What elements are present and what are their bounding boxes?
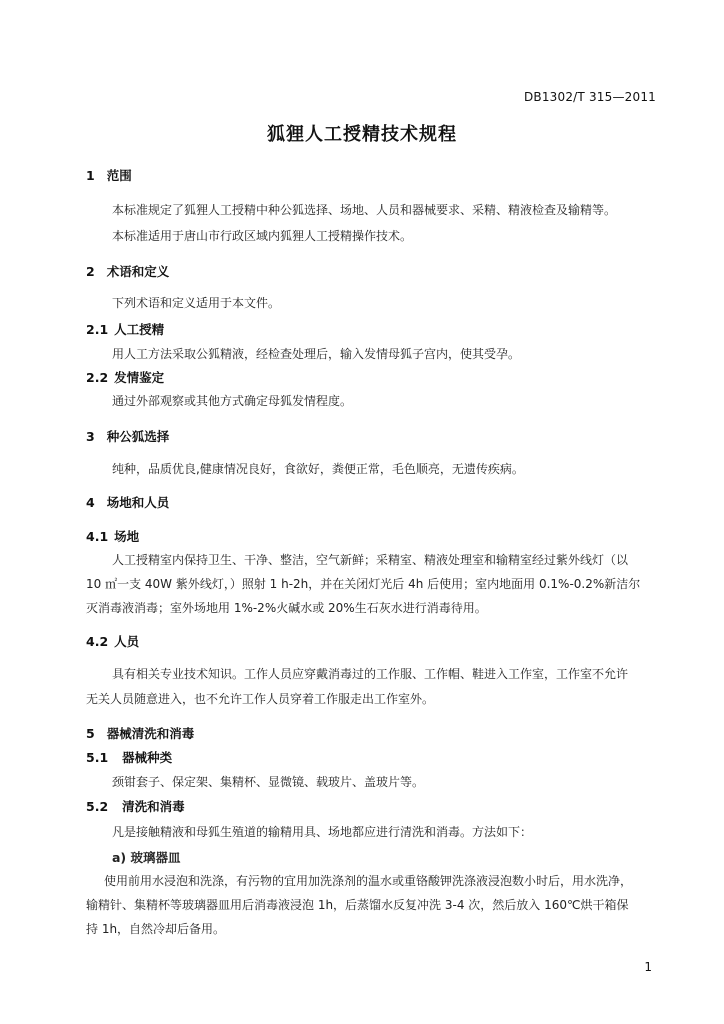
- page-number: 1: [644, 960, 652, 974]
- paragraph-line: 灭消毒液消毒；室外场地用 1%-2%火碱水或 20%生石灰水进行消毒待用。: [86, 601, 487, 615]
- paragraph: 用人工方法采取公狐精液，经检查处理后，输入发情母狐子宫内，使其受孕。: [112, 347, 521, 361]
- standard-code: DB1302/T 315—2011: [523, 90, 656, 104]
- section-number: 4.2: [86, 634, 109, 649]
- paragraph: 颈钳套子、保定架、集精杯、显微镜、载玻片、盖玻片等。: [112, 775, 425, 789]
- paragraph: 凡是接触精液和母狐生殖道的输精用具、场地都应进行清洗和消毒。方法如下：: [112, 825, 533, 839]
- section-number: 4.1: [86, 529, 109, 544]
- section-title: 种公狐选择: [106, 429, 170, 444]
- paragraph-line: 使用前用水浸泡和洗涤，有污物的宜用加洗涤剂的温水或重铬酸钾洗涤液浸泡数小时后，用水洗净，: [104, 874, 633, 888]
- paragraph-line: 人工授精室内保持卫生、干净、整洁，空气新鲜；采精室、精液处理室和输精室经过紫外线灯（以: [112, 553, 629, 567]
- section-title: 人工授精: [114, 322, 165, 337]
- list-item-label: a) 玻璃器皿: [112, 850, 181, 865]
- section-heading-1: [86, 166, 132, 184]
- section-number: 2.1: [86, 322, 109, 337]
- section-title: 器械清洗和消毒: [106, 726, 195, 741]
- section-heading-2-2: [86, 368, 164, 386]
- section-heading-4: [86, 493, 169, 511]
- paragraph-line: 10 ㎡一支 40W 紫外线灯，）照射 1 h-2h，并在关闭灯光后 4h 后使用；室内地面用 0.1%-0.2%新洁尔: [86, 577, 641, 591]
- section-number: 3: [86, 429, 95, 444]
- section-number: 5.2: [86, 799, 109, 814]
- section-heading-2-1: [86, 320, 164, 338]
- page-title: 狐狸人工授精技术规程: [267, 124, 457, 145]
- paragraph-line: 具有相关专业技术知识。工作人员应穿戴消毒过的工作服、工作帽、鞋进入工作室，工作室不允许: [112, 667, 629, 681]
- section-heading-4-1: [86, 527, 139, 545]
- section-number: 2.2: [86, 370, 109, 385]
- section-number: 1: [86, 168, 95, 183]
- section-title: 人员: [114, 634, 140, 649]
- paragraph: 通过外部观察或其他方式确定母狐发情程度。: [112, 394, 353, 408]
- section-heading-3: [86, 427, 169, 445]
- section-title: 术语和定义: [106, 264, 170, 279]
- section-number: 5.1: [86, 750, 109, 765]
- section-number: 4: [86, 495, 95, 510]
- section-heading-5-1: [86, 748, 172, 766]
- section-title: 器械种类: [122, 750, 173, 765]
- section-title: 范围: [106, 168, 132, 183]
- paragraph-line: 输精针、集精杯等玻璃器皿用后消毒液浸泡 1h，后蒸馏水反复冲洗 3-4 次，然后放入 160℃烘干箱保: [86, 898, 629, 912]
- paragraph: 本标准规定了狐狸人工授精中种公狐选择、场地、人员和器械要求、采精、精液检查及输精等。: [112, 203, 617, 217]
- section-title: 清洗和消毒: [122, 799, 185, 814]
- section-title: 场地和人员: [106, 495, 170, 510]
- paragraph: 本标准适用于唐山市行政区域内狐狸人工授精操作技术。: [112, 229, 413, 243]
- paragraph: 下列术语和定义适用于本文件。: [112, 296, 281, 310]
- section-heading-5-2: [86, 797, 185, 815]
- section-number: 5: [86, 726, 95, 741]
- paragraph-line: 无关人员随意进入，也不允许工作人员穿着工作服走出工作室外。: [86, 692, 435, 706]
- section-heading-2: [86, 262, 169, 280]
- section-title: 场地: [114, 529, 140, 544]
- section-number: 2: [86, 264, 95, 279]
- section-heading-5: [86, 724, 194, 742]
- paragraph-line: 持 1h，自然冷却后备用。: [86, 922, 226, 936]
- section-title: 发情鉴定: [114, 370, 165, 385]
- section-heading-4-2: [86, 632, 139, 650]
- paragraph: 纯种，品质优良,健康情况良好，食欲好，粪便正常，毛色顺亮，无遗传疾病。: [112, 462, 524, 476]
